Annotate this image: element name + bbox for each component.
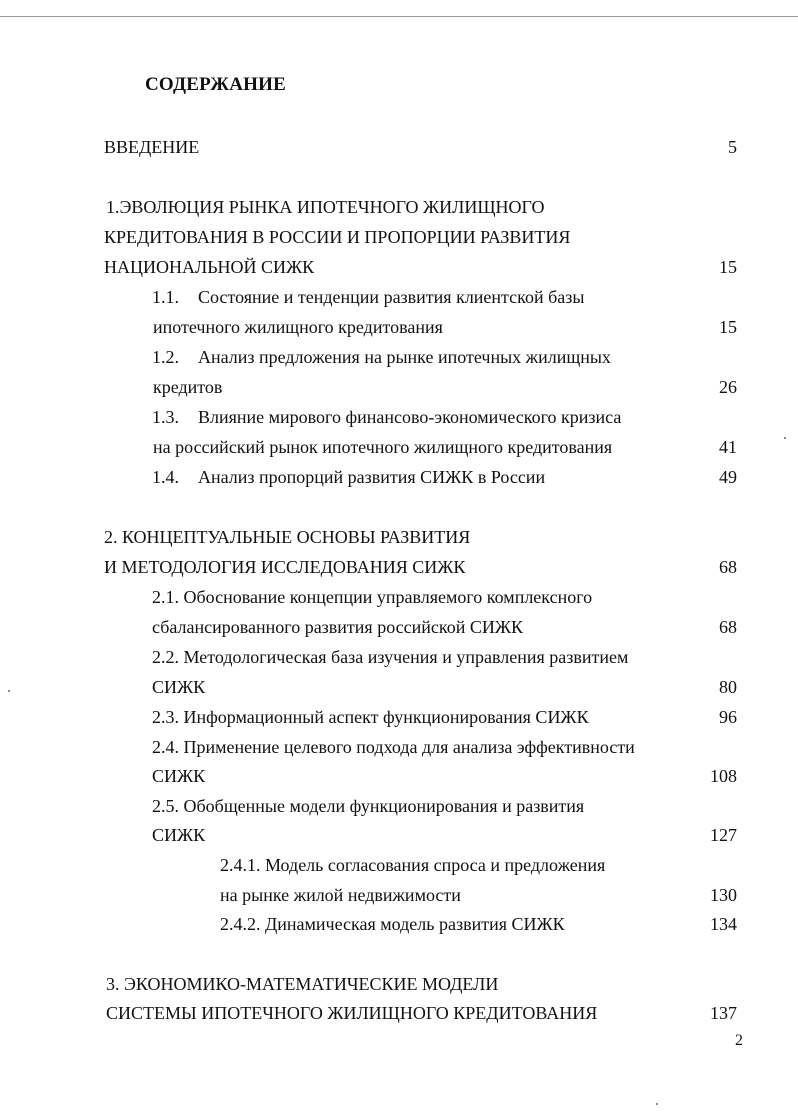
- toc-page-number: 15: [719, 317, 737, 337]
- toc-page-number: 96: [719, 707, 737, 727]
- toc-entry-intro: ВВЕДЕНИЕ: [104, 137, 200, 157]
- toc-subsection-2-4-1-line-1: 2.4.1. Модель согласования спроса и предложения: [220, 855, 606, 875]
- section-title-line: Анализ пропорций развития СИЖК в России: [198, 467, 546, 487]
- toc-section-2-1-line-1: 2.1. Обоснование концепции управляемого комплексного: [152, 587, 593, 607]
- toc-page-number: 80: [719, 677, 737, 697]
- toc-section-1-3-line-2: на российский рынок ипотечного жилищного кредитования: [153, 437, 613, 457]
- section-title-line: Анализ предложения на рынке ипотечных жилищных: [198, 347, 611, 367]
- section-number: 1.2.: [152, 347, 179, 367]
- toc-section-1-1: [152, 286, 584, 308]
- toc-section-2-2-line-1: 2.2. Методологическая база изучения и управления развитием: [152, 647, 629, 667]
- toc-subsection-2-4-2: 2.4.2. Динамическая модель развития СИЖК: [220, 914, 565, 934]
- section-number: 1.1.: [152, 287, 179, 307]
- toc-page-number: 127: [710, 825, 737, 845]
- page-number: 2: [735, 1032, 743, 1049]
- toc-chapter-2-line-2: И МЕТОДОЛОГИЯ ИССЛЕДОВАНИЯ СИЖК: [104, 557, 466, 577]
- toc-chapter-1-line-1: 1.ЭВОЛЮЦИЯ РЫНКА ИПОТЕЧНОГО ЖИЛИЩНОГО: [106, 197, 545, 217]
- toc-section-1-1-line-2: ипотечного жилищного кредитования: [153, 317, 443, 337]
- scan-speck: [656, 1103, 658, 1105]
- toc-section-2-4-line-2: СИЖК: [152, 766, 206, 786]
- toc-page-number: 134: [710, 914, 737, 934]
- toc-page-number: 5: [728, 137, 737, 157]
- page-title: СОДЕРЖАНИЕ: [145, 74, 286, 95]
- section-number: 1.4.: [152, 467, 179, 487]
- toc-page-number: 68: [719, 557, 737, 577]
- toc-page-number: 41: [719, 437, 737, 457]
- toc-chapter-1-line-3: НАЦИОНАЛЬНОЙ СИЖК: [104, 257, 315, 277]
- toc-chapter-1-line-2: КРЕДИТОВАНИЯ В РОССИИ И ПРОПОРЦИИ РАЗВИТИЯ: [104, 227, 571, 247]
- toc-section-2-5-line-2: СИЖК: [152, 825, 206, 845]
- scan-speck: [8, 690, 10, 692]
- toc-section-2-1-line-2: сбалансированного развития российской СИЖК: [152, 617, 523, 637]
- toc-page-number: 108: [710, 766, 737, 786]
- toc-chapter-3-line-2: СИСТЕМЫ ИПОТЕЧНОГО ЖИЛИЩНОГО КРЕДИТОВАНИЯ: [106, 1003, 598, 1023]
- toc-page-number: 130: [710, 885, 737, 905]
- toc-section-2-2-line-2: СИЖК: [152, 677, 206, 697]
- toc-section-2-4-line-1: 2.4. Применение целевого подхода для анализа эффективности: [152, 737, 635, 757]
- scan-speck: [784, 437, 786, 439]
- toc-section-1-2: [152, 346, 611, 368]
- section-title-line: Состояние и тенденции развития клиентской базы: [198, 287, 585, 307]
- section-number: 1.3.: [152, 407, 179, 427]
- toc-section-2-5-line-1: 2.5. Обобщенные модели функционирования и развития: [152, 796, 585, 816]
- toc-chapter-3-line-1: 3. ЭКОНОМИКО-МАТЕМАТИЧЕСКИЕ МОДЕЛИ: [106, 974, 499, 994]
- toc-chapter-2-line-1: 2. КОНЦЕПТУАЛЬНЫЕ ОСНОВЫ РАЗВИТИЯ: [104, 527, 471, 547]
- toc-page-number: 137: [710, 1003, 737, 1023]
- toc-page-number: 26: [719, 377, 737, 397]
- toc-section-1-4: [152, 466, 545, 488]
- toc-page-number: 49: [719, 467, 737, 487]
- toc-page-number: 68: [719, 617, 737, 637]
- toc-page-number: 15: [719, 257, 737, 277]
- toc-section-1-2-line-2: кредитов: [153, 377, 223, 397]
- toc-section-2-3: 2.3. Информационный аспект функционирования СИЖК: [152, 707, 589, 727]
- toc-section-1-3: [152, 406, 621, 428]
- section-title-line: Влияние мирового финансово-экономического кризиса: [198, 407, 622, 427]
- toc-subsection-2-4-1-line-2: на рынке жилой недвижимости: [220, 885, 461, 905]
- top-rule: [0, 16, 798, 17]
